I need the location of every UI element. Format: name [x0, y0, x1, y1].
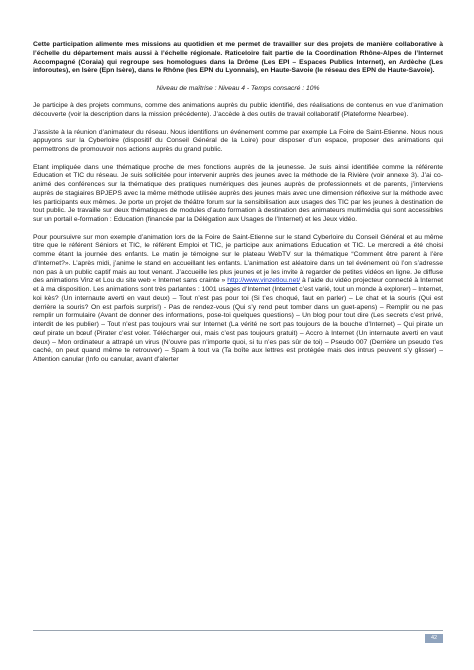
- paragraph-projects: Je participe à des projets communs, comme des animations auprès du public identifié, des réalisations de contenus en vue d’animation découverte (voir la description dans la mission précédente). J’accède à des outils de travail collaboratif (Plateforme Nearbee).: [33, 102, 443, 118]
- paragraph-foire: [33, 234, 443, 365]
- intro-paragraph: Cette participation alimente mes missions au quotidien et me permet de travailler sur des projets de manière collaborative à l’échelle du département mais aussi à l’échelle régionale. Raticeloire fait partie de la Coordination Rhône-Alpes de l’Internet Accompagné (Coraia) qui regroupe ses homologues dans la Drôme (Les EPI – Espaces Publics Internet), en Ardèche (Les inforoutes), en Isère (Epn Isère), dans le Rhône (les EPN du Lyonnais), en Haute-Savoie (le réseau des EPN de Haute-Savoie).: [33, 41, 443, 75]
- level-line: Niveau de maîtrise : Niveau 4 - Temps consacré : 10%: [156, 84, 320, 92]
- foire-text-start: Pour poursuivre sur mon exemple d’animation lors de la Foire de Saint-Etienne sur le stand Cyberloire du Conseil Général et au même titre que le référent Séniors et TIC, le référent Emploi et TIC, je participe aux animations Education et TIC. Le mercredi a été choisi comme étant la journée des enfants. Le matin je témoigne sur le plateau WebTV sur la thématique “Comment être parent à l’ère d’Internet?». L’après midi, j’anime le stand en accueillant les enfants. L’animation est aléatoire dans un tel événement où l’on s’adresse non pas à un public captif mais au tout venant. J’accueille les plus jeunes et je les invite à regarder de petites vidéos en ligne. Je diffuse des animations Vinz et Lou du site web « Internet sans crainte »: [33, 233, 443, 285]
- paragraph-education: Etant impliquée dans une thématique proche de mes fonctions auprès de la jeunesse. Je suis ainsi identifiée comme la référente Education et TIC du réseau. Je suis sollicitée pour intervenir auprès des jeunes avec la méthode de la Rivière (voir annexe 3). J’ai co-animé des conférences sur la thématique des pratiques numériques des jeunes auprès de professionnels et de parents, j’interviens auprès de stagiaires BPJEPS avec la même méthode utilisée auprès des jeunes mais avec une dimension réflexive sur la méthode avec les participants eux mêmes. Je porte un projet de théâtre forum sur la sensibilisation aux usages des TIC par les jeunes à destination de tout public. Je travaille sur deux thématiques de modules d’auto formation à destination des animateurs multimédia qui sont accessibles sur un portail e-formation : Education (financée par la Délégation aux Usages de l’Internet) et les Jeux vidéo.: [33, 163, 443, 223]
- vinzetlou-link[interactable]: http://www.vinzetlou.net/: [227, 277, 301, 285]
- page-number: 42: [425, 634, 443, 643]
- document-body: [33, 41, 443, 365]
- paragraph-meeting: J’assiste à la réunion d’animateur du réseau. Nous identifions un événement comme par exemple La Foire de Saint-Etienne. Nous nous appuyons sur la Cyberloire (dispositif du Conseil Général de la Loire) pour disposer d’un espace, proposer des animations qui permettrons de promouvoir nos actions auprès du grand public.: [33, 128, 443, 153]
- page-footer: [33, 630, 443, 645]
- foire-text-end: à l’aide du vidéo projecteur connecté à Internet et à ma disposition. Les animations sont très parlantes : 1001 usages d’Internet (Internet c’est varié, tout un monde à explorer) – Internet, koi kès? (Un internaute averti en vaut deux) – Tout n’est pas pour toi (Si t’es choqué, faut en parler) – Le chat et la souris (Qui est derrière la souris? On est parfois surpris!) - Pas de rendez-vous (Qui s’y rend peut tomber dans un guet-apens) – Remplir ou ne pas remplir un formulaire (Avant de donner des informations, pose-toi quelques questions) – Un blog pour tout dire (Les secrets c’est privé, interdit de les publier) – Tout n’est pas toujours vrai sur Internet (La vérité ne sort pas toujours de la bouche d’Internet) – Qui pirate un œuf pirate un bœuf (Pirater c’est voler. Télécharger oui, mais c’est pas toujours gratuit) – Accro à Internet (Un internaute averti en vaut deux) – Mon ordinateur a attrapé un virus (N’ouvre pas n’importe quoi, si tu n’es pas sûr de toi) – Pseudo 007 (Derrière un pseudo t’es caché, on peut quand même te retrouver) – Spam à tout va (Ta boîte aux lettres est protégée mais des intrus peuvent s’y glisser) – Attention canular (Info ou canular, avant d’alerter: [33, 277, 444, 363]
